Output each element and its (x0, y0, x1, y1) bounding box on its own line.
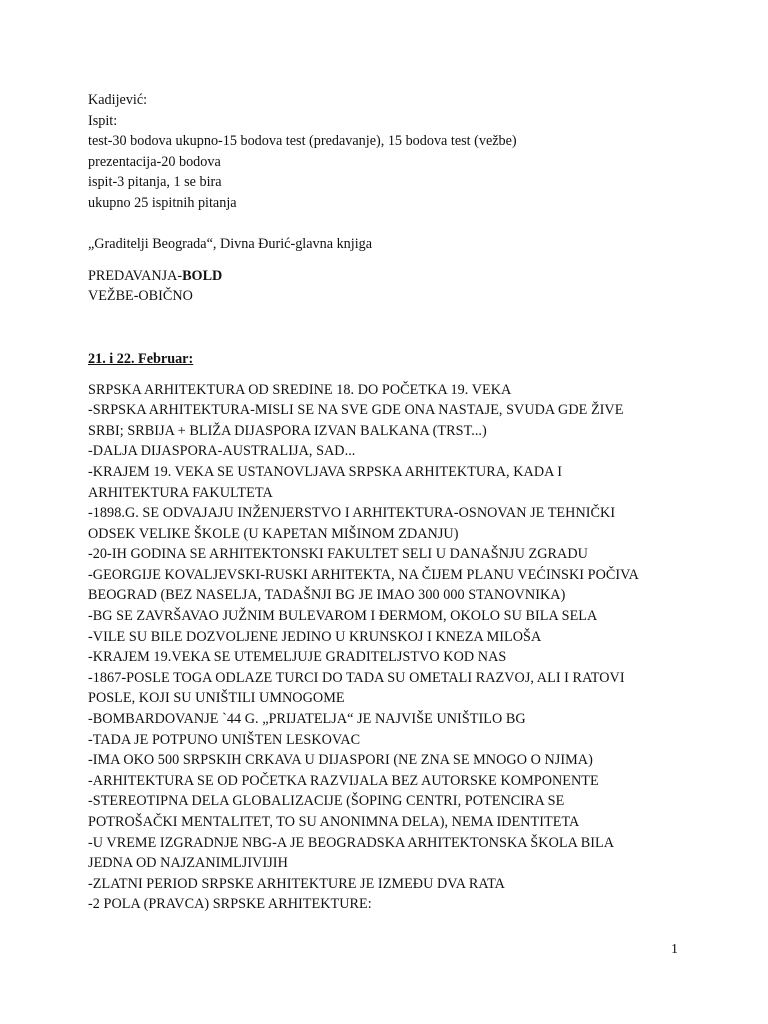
body-line: -1867-POSLE TOGA ODLAZE TURCI DO TADA SU OMETALI RAZVOJ, ALI I RATOVI (88, 669, 625, 686)
page-number: 1 (671, 942, 678, 957)
body-line: -2 POLA (PRAVCA) SRPSKE ARHITEKTURE: (88, 896, 372, 913)
body-line: -BG SE ZAVRŠAVAO JUŽNIM BULEVAROM I ĐERMOM, OKOLO SU BILA SELA (88, 608, 598, 625)
body-line: JEDNA OD NAJZANIMLJIVIJIH (88, 855, 288, 872)
intro-line: test-30 bodova ukupno-15 bodova test (predavanje), 15 bodova test (vežbe) (88, 133, 517, 150)
body-line: BEOGRAD (BEZ NASELJA, TADAŠNJI BG JE IMAO 300 000 STANOVNIKA) (88, 587, 566, 604)
body-line: ODSEK VELIKE ŠKOLE (U KAPETAN MIŠINOM ZDANJU) (88, 525, 459, 542)
body-line: -TADA JE POTPUNO UNIŠTEN LESKOVAC (88, 731, 361, 748)
body-line: -IMA OKO 500 SRPSKIH CRKAVA U DIJASPORI (NE ZNA SE MNOGO O NJIMA) (88, 752, 593, 769)
body-line: POTROŠAČKI MENTALITET, TO SU ANONIMNA DELA), NEMA IDENTITETA (88, 814, 580, 830)
legend-exercises: VEŽBE-OBIČNO (88, 288, 193, 305)
body-line: ARHITEKTURA FAKULTETA (88, 484, 273, 501)
intro-line: Ispit: (88, 112, 118, 129)
body-line: -KRAJEM 19.VEKA SE UTEMELJUJE GRADITELJSTVO KOD NAS (88, 649, 507, 666)
body-line: -ARHITEKTURA SE OD POČETKA RAZVIJALA BEZ AUTORSKE KOMPONENTE (88, 772, 599, 789)
body-line: -STEREOTIPNA DELA GLOBALIZACIJE (ŠOPING CENTRI, POTENCIRA SE (88, 793, 565, 810)
body-line: -SRPSKA ARHITEKTURA-MISLI SE NA SVE GDE ONA NASTAJE, SVUDA GDE ŽIVE (88, 402, 624, 419)
body-line: -VILE SU BILE DOZVOLJENE JEDINO U KRUNSKOJ I KNEZA MILOŠA (88, 628, 542, 645)
body-line: -GEORGIJE KOVALJEVSKI-RUSKI ARHITEKTA, NA ČIJEM PLANU VEĆINSKI POČIVA (88, 566, 639, 583)
body-line: POSLE, KOJI SU UNIŠTILI UMNOGOME (88, 690, 345, 707)
body-line: -ZLATNI PERIOD SRPSKE ARHITEKTURE JE IZMEĐU DVA RATA (88, 875, 505, 892)
legend-lectures (88, 266, 688, 287)
section-heading: 21. i 22. Februar: (88, 350, 194, 367)
legend-block (88, 266, 688, 307)
section-body (88, 380, 688, 915)
document-page (88, 90, 688, 915)
body-line: SRBI; SRBIJA + BLIŽA DIJASPORA IZVAN BALKANA (TRST...) (88, 422, 487, 439)
intro-block (88, 90, 688, 214)
intro-line: ukupno 25 ispitnih pitanja (88, 194, 237, 211)
legend-lectures-prefix: PREDAVANJA- (88, 267, 183, 284)
body-line: -U VREME IZGRADNJE NBG-A JE BEOGRADSKA ARHITEKTONSKA ŠKOLA BILA (88, 834, 615, 851)
body-line: -DALJA DIJASPORA-AUSTRALIJA, SAD... (88, 443, 356, 460)
body-line: -KRAJEM 19. VEKA SE USTANOVLJAVA SRPSKA ARHITEKTURA, KADA I (88, 463, 562, 480)
body-line: -BOMBARDOVANJE `44 G. „PRIJATELJA“ JE NAJVIŠE UNIŠTILO BG (88, 711, 526, 728)
intro-line: Kadijević: (88, 92, 148, 108)
intro-line: prezentacija-20 bodova (88, 153, 221, 170)
book-reference: „Graditelji Beograda“, Divna Đurić-glavna knjiga (88, 236, 373, 253)
body-line: SRPSKA ARHITEKTURA OD SREDINE 18. DO POČETKA 19. VEKA (88, 381, 512, 398)
body-line: -1898.G. SE ODVAJAJU INŽENJERSTVO I ARHITEKTURA-OSNOVAN JE TEHNIČKI (88, 505, 616, 522)
legend-lectures-bold: BOLD (182, 267, 223, 284)
body-line: -20-IH GODINA SE ARHITEKTONSKI FAKULTET SELI U DANAŠNJU ZGRADU (88, 546, 588, 563)
intro-line: ispit-3 pitanja, 1 se bira (88, 174, 222, 191)
